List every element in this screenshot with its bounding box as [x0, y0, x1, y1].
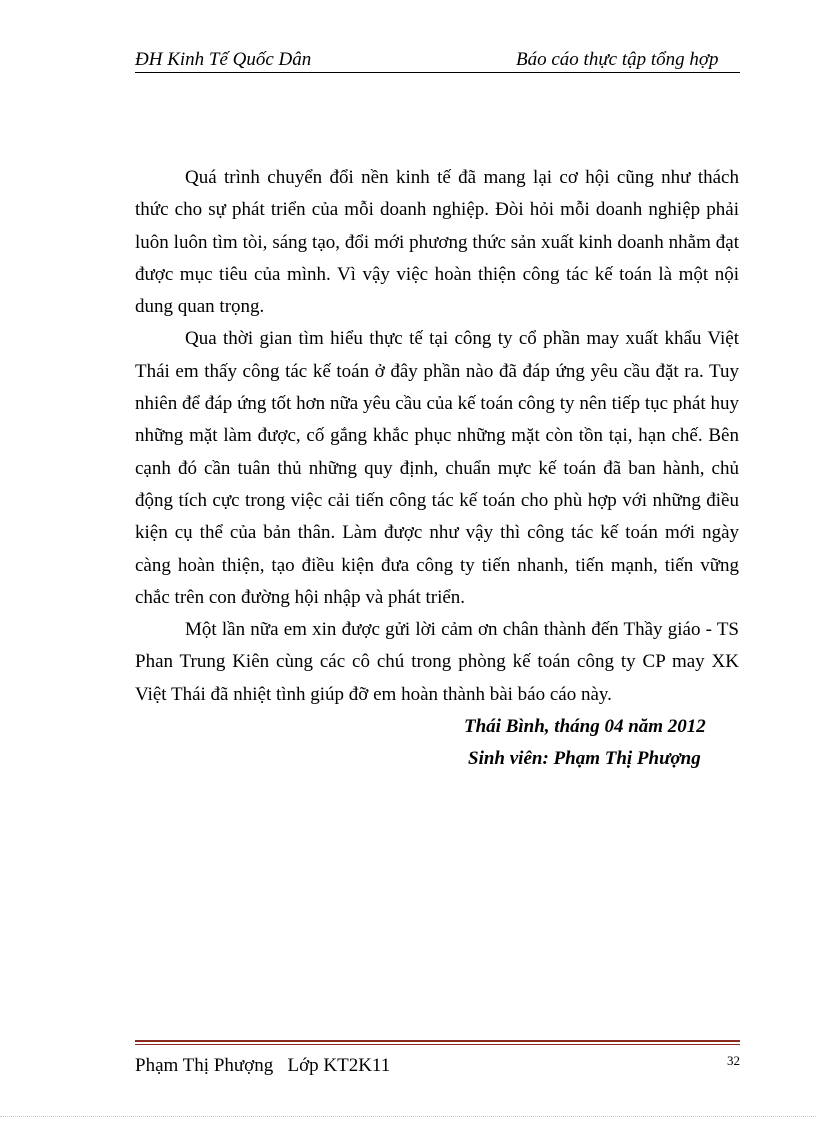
footer-rule-thin	[135, 1044, 740, 1045]
student-signature: Sinh viên: Phạm Thị Phượng	[468, 748, 701, 770]
paragraph-intro: Quá trình chuyển đổi nền kinh tế đã mang lại cơ hội cũng như thách thức cho sự phát triển của mỗi doanh nghiệp. Đòi hỏi mỗi doanh nghiệp phải luôn luôn tìm tòi, sáng tạo, đổi mới phương thức sản xuất kinh doanh nhằm đạt được mục tiêu của mình. Vì vậy việc hoàn thiện công tác kế toán là một nội dung quan trọng.	[135, 167, 739, 318]
page-number: 32	[727, 1053, 740, 1068]
page-header	[135, 48, 740, 73]
paragraph-assessment: Qua thời gian tìm hiểu thực tế tại công ty cổ phần may xuất khẩu Việt Thái em thấy công tác kế toán ở đây phần nào đã đáp ứng yêu cầu đặt ra. Tuy nhiên để đáp ứng tốt hơn nữa yêu cầu của kế toán công ty nên tiếp tục phát huy những mặt làm được, cố gắng khắc phục những mặt còn tồn tại, hạn chế. Bên cạnh đó cần tuân thủ những quy định, chuẩn mực kế toán đã ban hành, chủ động tích cực trong việc cải tiến công tác kế toán cho phù hợp với những điều kiện cụ thể của bản thân. Làm được như vậy thì công tác kế toán mới ngày càng hoàn thiện, tạo điều kiện đưa công ty tiến nhanh, tiến mạnh, tiến vững chắc trên con đường hội nhập và phát triển.	[135, 328, 739, 608]
place-date: Thái Bình, tháng 04 năm 2012	[464, 716, 706, 738]
paragraph-thanks: Một lần nữa em xin được gửi lời cảm ơn chân thành đến Thầy giáo - TS Phan Trung Kiên cùng các cô chú trong phòng kế toán công ty CP may XK Việt Thái đã nhiệt tình giúp đỡ em hoàn thành bài báo cáo này.	[135, 619, 739, 705]
page-edge-dotted	[0, 1116, 816, 1117]
header-university: ĐH Kinh Tế Quốc Dân	[135, 49, 312, 70]
footer-rule-thick	[135, 1040, 740, 1042]
footer-author-class: Phạm Thị Phượng Lớp KT2K11	[135, 1055, 391, 1076]
header-report-title: Báo cáo thực tập tổng hợp	[516, 49, 719, 70]
document-body	[135, 162, 739, 775]
